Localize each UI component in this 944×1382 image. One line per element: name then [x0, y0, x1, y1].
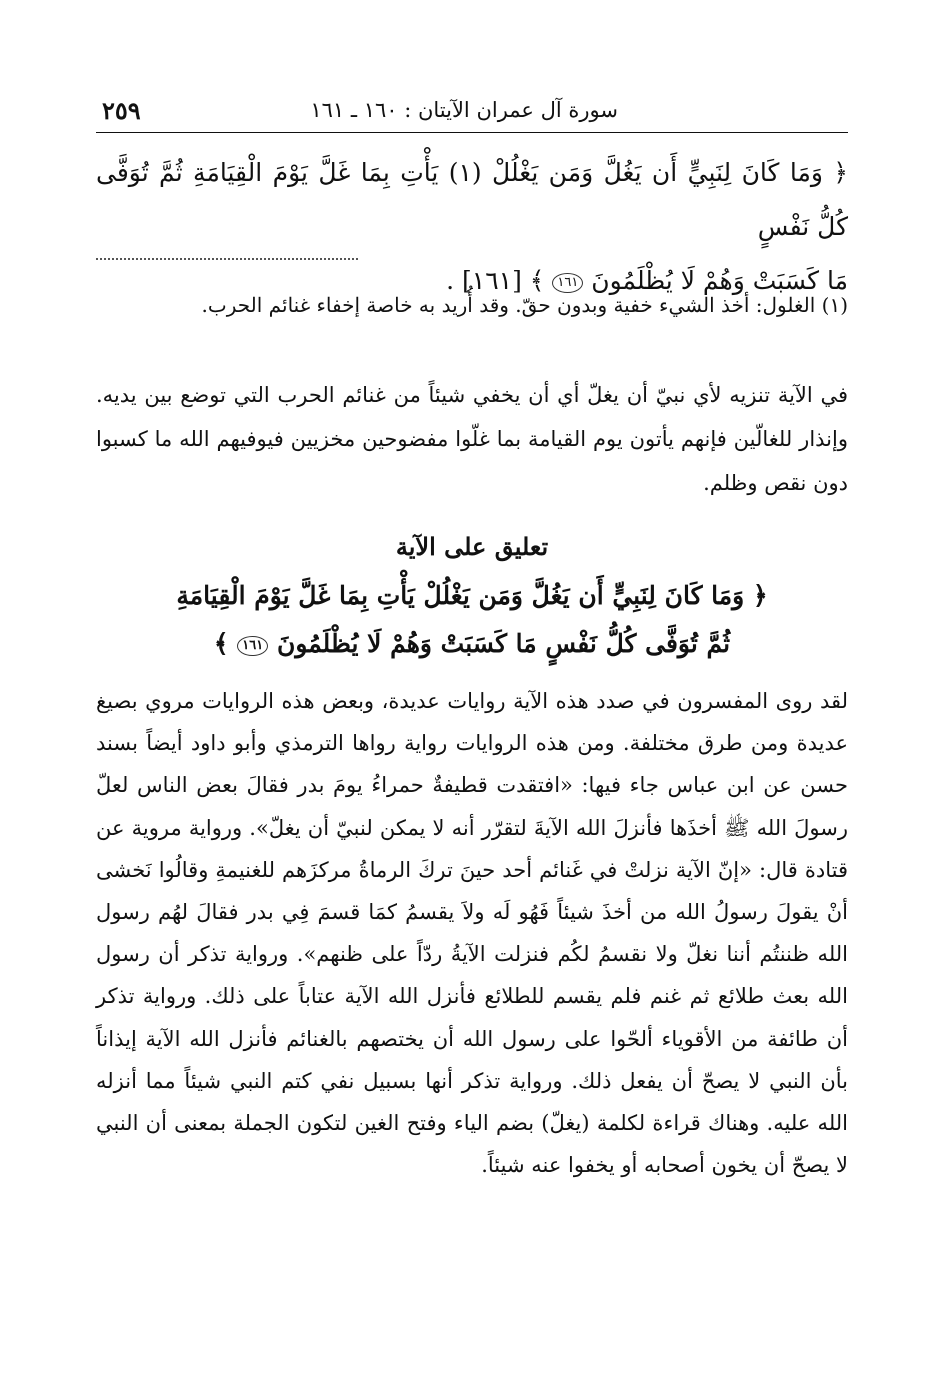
section-verse-line-1: ﴿ وَمَا كَانَ لِنَبِيٍّ أَن يَغُلَّ وَمَن يَغْلُلْ يَأْتِ بِمَا غَلَّ يَوْمَ الْقِيَامَةِ	[176, 581, 768, 610]
section-heading: تعليق على الآية	[395, 532, 549, 561]
intro-text: في الآية تنزيه لأي نبيّ أن يغلّ أي أن يخفي شيئاً من غنائم الحرب التي توضع بين يديه. وإنذار للغالّين فإنهم يأتون يوم القيامة بما غلّوا مفضوحين مخزيين فيوفيهم الله ما كسبوا دون نقص وظلم.	[96, 383, 848, 495]
intro-paragraph	[96, 373, 848, 505]
footnote-separator	[96, 258, 358, 260]
verse-line-1: ﴿ وَمَا كَانَ لِنَبِيٍّ أَن يَغُلَّ وَمَن يَغْلُلْ (١) يَأْتِ بِمَا غَلَّ يَوْمَ الْقِيَامَةِ ثُمَّ تُوَفَّى كُلُّ نَفْسٍ	[96, 158, 848, 241]
footnote-text: (١) الغلول: أخذ الشيء خفية وبدون حقّ. وقد أُريد به خاصة إخفاء غنائم الحرب.	[201, 293, 848, 317]
section-verse-line-2-text: ثُمَّ تُوَفَّى كُلُّ نَفْسٍ مَا كَسَبَتْ وَهُمْ لَا يُظْلَمُونَ	[276, 629, 731, 658]
commentary-paragraph	[96, 680, 848, 1186]
header-title: سورة آل عمران الآيتان : ١٦٠ ـ ١٦١	[310, 98, 618, 122]
verse-number-marker: ١٦١	[552, 273, 583, 293]
commentary-text: لقد روى المفسرون في صدد هذه الآية روايات عديدة، وبعض هذه الروايات مروي بصيغ عديدة ومن طرق مختلفة. ومن هذه الروايات رواية رواها الترمذي وأبو داود أيضاً بسند حسن عن ابن عباس جاء فيها: «افتقدت قطيفةٌ حمراءُ يومَ بدر فقالَ بعض الناس لعلّ رسولَ الله ﷺ أخذَها فأنزلَ الله الآيةَ لتقرّر أنه لا يمكن لنبيّ أن يغلّ». ورواية مروية عن قتادة قال: «إنّ الآية نزلتْ في غَنائم أحد حينَ تركَ الرماةُ مركزَهم للغنيمةِ وقالُوا نَخشى أنْ يقولَ رسولُ الله من أخذَ شيئاً فَهُو لَه ولاَ يقسمُ كمَا قسمَ فِي بدر فقالَ لهُم رسول الله ظننتُم أننا نغلّ ولا نقسمُ لكُم فنزلت الآيةُ ردّاً على ظنهم». ورواية تذكر أن رسول الله بعث طلائع ثم غنم فلم يقسم للطلائع فأنزل الله الآية عتاباً على ذلك. ورواية تذكر أن طائفة من الأقوياء ألحّوا على رسول الله أن يختصهم بالغنائم فأنزل الله الآية إيذاناً بأن النبي لا يصحّ أن يفعل ذلك. ورواية تذكر أنها بسبيل نفي كتم النبي شيئاً مما أنزله الله عليه. وهناك قراءة لكلمة (يغلّ) بضم الياء وفتح الغين لتكون الجملة بمعنى أن النبي لا يصحّ أن يخون أصحابه أو يخفوا عنه شيئاً.	[96, 689, 849, 1178]
running-header	[96, 92, 848, 133]
book-page	[96, 0, 848, 1382]
page-number: ٢٥٩	[102, 96, 141, 125]
section-verse	[96, 572, 848, 668]
section-verse-number-marker: ١٦١	[237, 636, 268, 656]
section-verse-end: ﴾	[213, 629, 229, 658]
section-verse-line-2	[96, 620, 848, 668]
verse-line-2-text: مَا كَسَبَتْ وَهُمْ لَا يُظْلَمُونَ	[591, 266, 848, 295]
footnote	[96, 284, 848, 326]
verse-line-2-end: ﴾ [١٦١] .	[446, 266, 545, 295]
